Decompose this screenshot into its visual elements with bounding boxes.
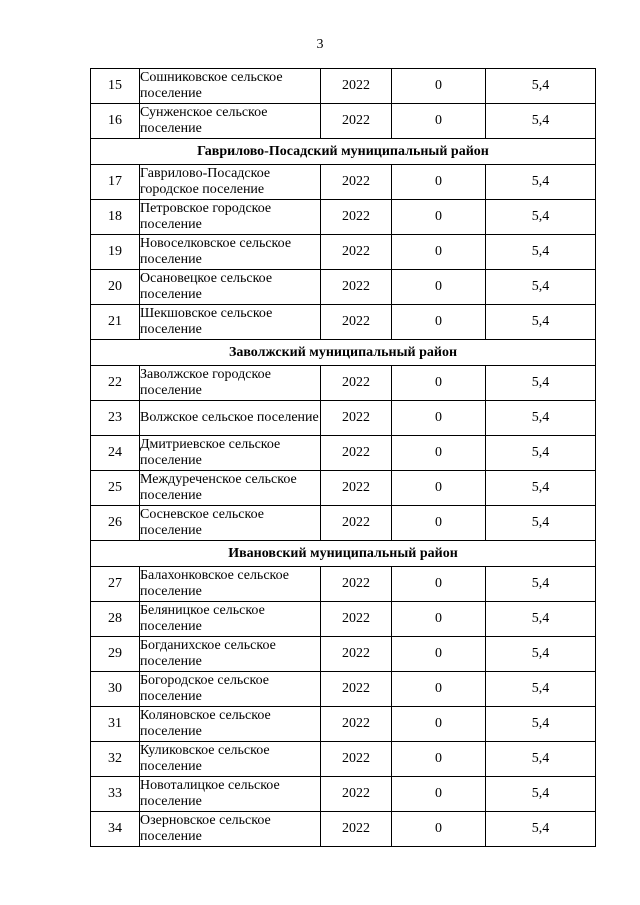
section-header-row bbox=[91, 139, 596, 165]
table-row bbox=[91, 672, 596, 707]
section-header-row bbox=[91, 340, 596, 366]
settlement-name-cell: Озерновское сельское поселение bbox=[140, 812, 321, 847]
value-2-cell: 5,4 bbox=[486, 672, 596, 707]
value-2-cell: 5,4 bbox=[486, 602, 596, 637]
value-2-cell: 5,4 bbox=[486, 366, 596, 401]
year-cell: 2022 bbox=[321, 436, 392, 471]
value-1-cell: 0 bbox=[392, 602, 486, 637]
row-number-cell: 28 bbox=[91, 602, 140, 637]
settlement-name-cell: Дмитриевское сельское поселение bbox=[140, 436, 321, 471]
year-cell: 2022 bbox=[321, 270, 392, 305]
year-cell: 2022 bbox=[321, 401, 392, 436]
settlement-name-cell: Заволжское городское поселение bbox=[140, 366, 321, 401]
section-title: Ивановский муниципальный район bbox=[91, 541, 596, 567]
value-1-cell: 0 bbox=[392, 471, 486, 506]
value-1-cell: 0 bbox=[392, 401, 486, 436]
table-row bbox=[91, 305, 596, 340]
section-title: Заволжский муниципальный район bbox=[91, 340, 596, 366]
value-1-cell: 0 bbox=[392, 305, 486, 340]
table-row bbox=[91, 104, 596, 139]
table-row bbox=[91, 165, 596, 200]
value-1-cell: 0 bbox=[392, 165, 486, 200]
value-2-cell: 5,4 bbox=[486, 567, 596, 602]
row-number-cell: 25 bbox=[91, 471, 140, 506]
year-cell: 2022 bbox=[321, 200, 392, 235]
year-cell: 2022 bbox=[321, 742, 392, 777]
row-number-cell: 18 bbox=[91, 200, 140, 235]
value-1-cell: 0 bbox=[392, 742, 486, 777]
value-1-cell: 0 bbox=[392, 506, 486, 541]
value-2-cell: 5,4 bbox=[486, 777, 596, 812]
settlement-name-cell: Богородское сельское поселение bbox=[140, 672, 321, 707]
value-1-cell: 0 bbox=[392, 104, 486, 139]
value-2-cell: 5,4 bbox=[486, 401, 596, 436]
settlement-name-cell: Шекшовское сельское поселение bbox=[140, 305, 321, 340]
table-row bbox=[91, 471, 596, 506]
table-row bbox=[91, 567, 596, 602]
row-number-cell: 24 bbox=[91, 436, 140, 471]
year-cell: 2022 bbox=[321, 69, 392, 104]
table-row bbox=[91, 742, 596, 777]
value-2-cell: 5,4 bbox=[486, 69, 596, 104]
settlement-name-cell: Коляновское сельское поселение bbox=[140, 707, 321, 742]
table-row bbox=[91, 812, 596, 847]
value-2-cell: 5,4 bbox=[486, 812, 596, 847]
table-row bbox=[91, 366, 596, 401]
year-cell: 2022 bbox=[321, 104, 392, 139]
row-number-cell: 16 bbox=[91, 104, 140, 139]
value-2-cell: 5,4 bbox=[486, 104, 596, 139]
section-header-row bbox=[91, 541, 596, 567]
year-cell: 2022 bbox=[321, 672, 392, 707]
value-1-cell: 0 bbox=[392, 567, 486, 602]
value-1-cell: 0 bbox=[392, 69, 486, 104]
row-number-cell: 15 bbox=[91, 69, 140, 104]
value-2-cell: 5,4 bbox=[486, 471, 596, 506]
row-number-cell: 27 bbox=[91, 567, 140, 602]
year-cell: 2022 bbox=[321, 567, 392, 602]
section-title: Гаврилово-Посадский муниципальный район bbox=[91, 139, 596, 165]
settlement-name-cell: Волжское сельское поселение bbox=[140, 401, 321, 436]
settlement-name-cell: Сунженское сельское поселение bbox=[140, 104, 321, 139]
value-1-cell: 0 bbox=[392, 672, 486, 707]
table-row bbox=[91, 436, 596, 471]
settlement-name-cell: Сосневское сельское поселение bbox=[140, 506, 321, 541]
value-2-cell: 5,4 bbox=[486, 707, 596, 742]
row-number-cell: 34 bbox=[91, 812, 140, 847]
table-row bbox=[91, 602, 596, 637]
value-2-cell: 5,4 bbox=[486, 165, 596, 200]
settlement-name-cell: Междуреченское сельское поселение bbox=[140, 471, 321, 506]
year-cell: 2022 bbox=[321, 235, 392, 270]
table-body bbox=[91, 69, 596, 847]
value-2-cell: 5,4 bbox=[486, 200, 596, 235]
settlement-name-cell: Сошниковское сельское поселение bbox=[140, 69, 321, 104]
value-1-cell: 0 bbox=[392, 270, 486, 305]
value-2-cell: 5,4 bbox=[486, 637, 596, 672]
value-2-cell: 5,4 bbox=[486, 436, 596, 471]
settlement-name-cell: Беляницкое сельское поселение bbox=[140, 602, 321, 637]
row-number-cell: 22 bbox=[91, 366, 140, 401]
year-cell: 2022 bbox=[321, 506, 392, 541]
row-number-cell: 31 bbox=[91, 707, 140, 742]
table-row bbox=[91, 69, 596, 104]
row-number-cell: 32 bbox=[91, 742, 140, 777]
value-2-cell: 5,4 bbox=[486, 235, 596, 270]
year-cell: 2022 bbox=[321, 471, 392, 506]
year-cell: 2022 bbox=[321, 707, 392, 742]
year-cell: 2022 bbox=[321, 602, 392, 637]
value-1-cell: 0 bbox=[392, 707, 486, 742]
value-1-cell: 0 bbox=[392, 812, 486, 847]
table-row bbox=[91, 401, 596, 436]
settlements-table bbox=[90, 68, 596, 847]
table-row bbox=[91, 777, 596, 812]
value-2-cell: 5,4 bbox=[486, 506, 596, 541]
row-number-cell: 21 bbox=[91, 305, 140, 340]
year-cell: 2022 bbox=[321, 165, 392, 200]
value-1-cell: 0 bbox=[392, 200, 486, 235]
settlement-name-cell: Богданихское сельское поселение bbox=[140, 637, 321, 672]
value-2-cell: 5,4 bbox=[486, 742, 596, 777]
row-number-cell: 23 bbox=[91, 401, 140, 436]
row-number-cell: 17 bbox=[91, 165, 140, 200]
year-cell: 2022 bbox=[321, 637, 392, 672]
value-2-cell: 5,4 bbox=[486, 270, 596, 305]
value-1-cell: 0 bbox=[392, 637, 486, 672]
table-row bbox=[91, 270, 596, 305]
settlement-name-cell: Осановецкое сельское поселение bbox=[140, 270, 321, 305]
settlement-name-cell: Новоселковское сельское поселение bbox=[140, 235, 321, 270]
year-cell: 2022 bbox=[321, 777, 392, 812]
settlement-name-cell: Новоталицкое сельское поселение bbox=[140, 777, 321, 812]
table-row bbox=[91, 200, 596, 235]
page-number: 3 bbox=[316, 37, 324, 52]
value-1-cell: 0 bbox=[392, 436, 486, 471]
settlement-name-cell: Гаврилово-Посадское городское поселение bbox=[140, 165, 321, 200]
year-cell: 2022 bbox=[321, 305, 392, 340]
settlement-name-cell: Петровское городское поселение bbox=[140, 200, 321, 235]
year-cell: 2022 bbox=[321, 366, 392, 401]
value-1-cell: 0 bbox=[392, 366, 486, 401]
value-2-cell: 5,4 bbox=[486, 305, 596, 340]
table-row bbox=[91, 707, 596, 742]
table-row bbox=[91, 637, 596, 672]
table-row bbox=[91, 235, 596, 270]
settlement-name-cell: Куликовское сельское поселение bbox=[140, 742, 321, 777]
table-row bbox=[91, 506, 596, 541]
row-number-cell: 30 bbox=[91, 672, 140, 707]
row-number-cell: 29 bbox=[91, 637, 140, 672]
value-1-cell: 0 bbox=[392, 235, 486, 270]
row-number-cell: 19 bbox=[91, 235, 140, 270]
row-number-cell: 33 bbox=[91, 777, 140, 812]
row-number-cell: 26 bbox=[91, 506, 140, 541]
value-1-cell: 0 bbox=[392, 777, 486, 812]
settlement-name-cell: Балахонковское сельское поселение bbox=[140, 567, 321, 602]
year-cell: 2022 bbox=[321, 812, 392, 847]
row-number-cell: 20 bbox=[91, 270, 140, 305]
